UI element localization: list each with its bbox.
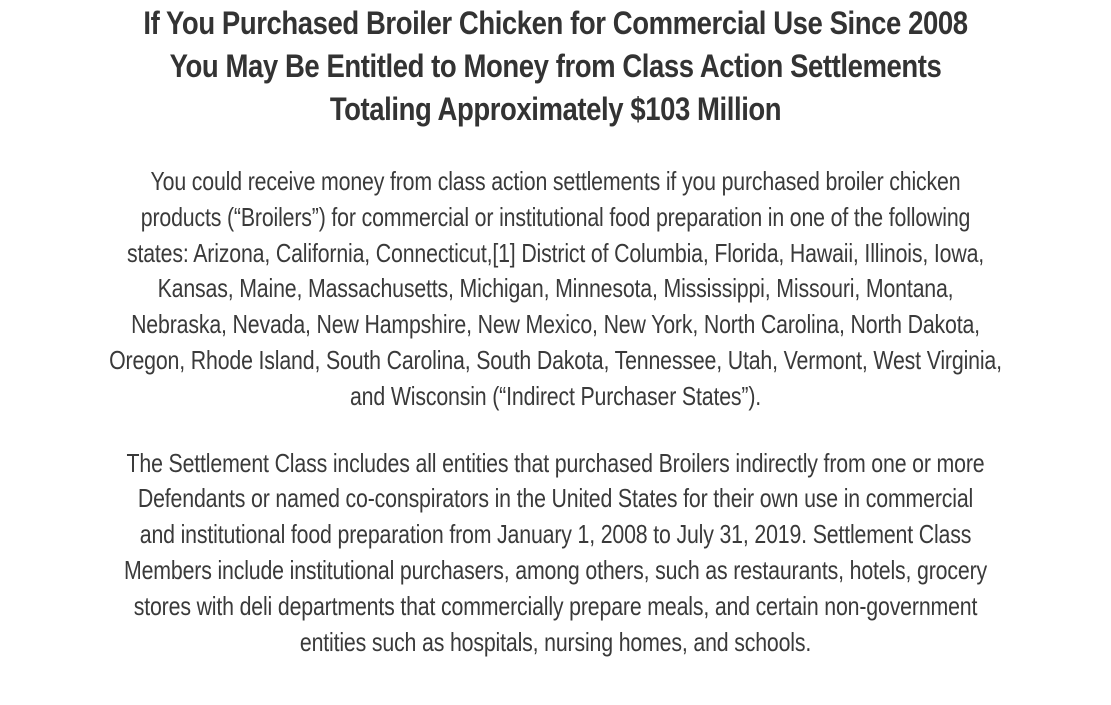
heading-line-3: Totaling Approximately $103 Million	[329, 91, 782, 127]
paragraph-1-line: Kansas, Maine, Massachusetts, Michigan, Minnesota, Mississippi, Missouri, Montana,	[157, 273, 954, 304]
paragraph-1-line: You could receive money from class action settlements if you purchased broiler chicken	[150, 166, 961, 196]
notice-heading	[78, 2, 1033, 131]
settlement-class-paragraph	[100, 446, 1011, 661]
paragraph-1-line: products (“Broilers”) for commercial or institutional food preparation in one of the following	[140, 201, 971, 232]
paragraph-2-line: The Settlement Class includes all entities that purchased Broilers indirectly from one or more	[126, 447, 985, 478]
paragraph-1-line: states: Arizona, California, Connecticut,[1] District of Columbia, Florida, Hawaii, Illinois, Iowa,	[126, 237, 985, 268]
paragraph-2-line: and institutional food preparation from January 1, 2008 to July 31, 2019. Settlement Class	[139, 519, 972, 550]
paragraph-1-line: Oregon, Rhode Island, South Carolina, South Dakota, Tennessee, Utah, Vermont, West Virginia,	[109, 344, 1002, 375]
paragraph-1-line: Nebraska, Nevada, New Hampshire, New Mexico, New York, North Carolina, North Dakota,	[131, 309, 980, 340]
paragraph-1-line: and Wisconsin (“Indirect Purchaser States”).	[349, 380, 762, 411]
paragraph-2-line: Members include institutional purchasers, among others, such as restaurants, hotels, grocery	[123, 554, 987, 585]
paragraph-2-line: Defendants or named co-conspirators in the United States for their own use in commercial	[137, 483, 974, 514]
heading-line-2: You May Be Entitled to Money from Class Action Settlements	[169, 48, 942, 84]
paragraph-2-line: entities such as hospitals, nursing homes, and schools.	[299, 626, 812, 657]
paragraph-2-line: stores with deli departments that commercially prepare meals, and certain non-government	[133, 590, 978, 621]
eligibility-paragraph	[100, 164, 1011, 415]
heading-line-1: If You Purchased Broiler Chicken for Commercial Use Since 2008	[143, 5, 968, 41]
